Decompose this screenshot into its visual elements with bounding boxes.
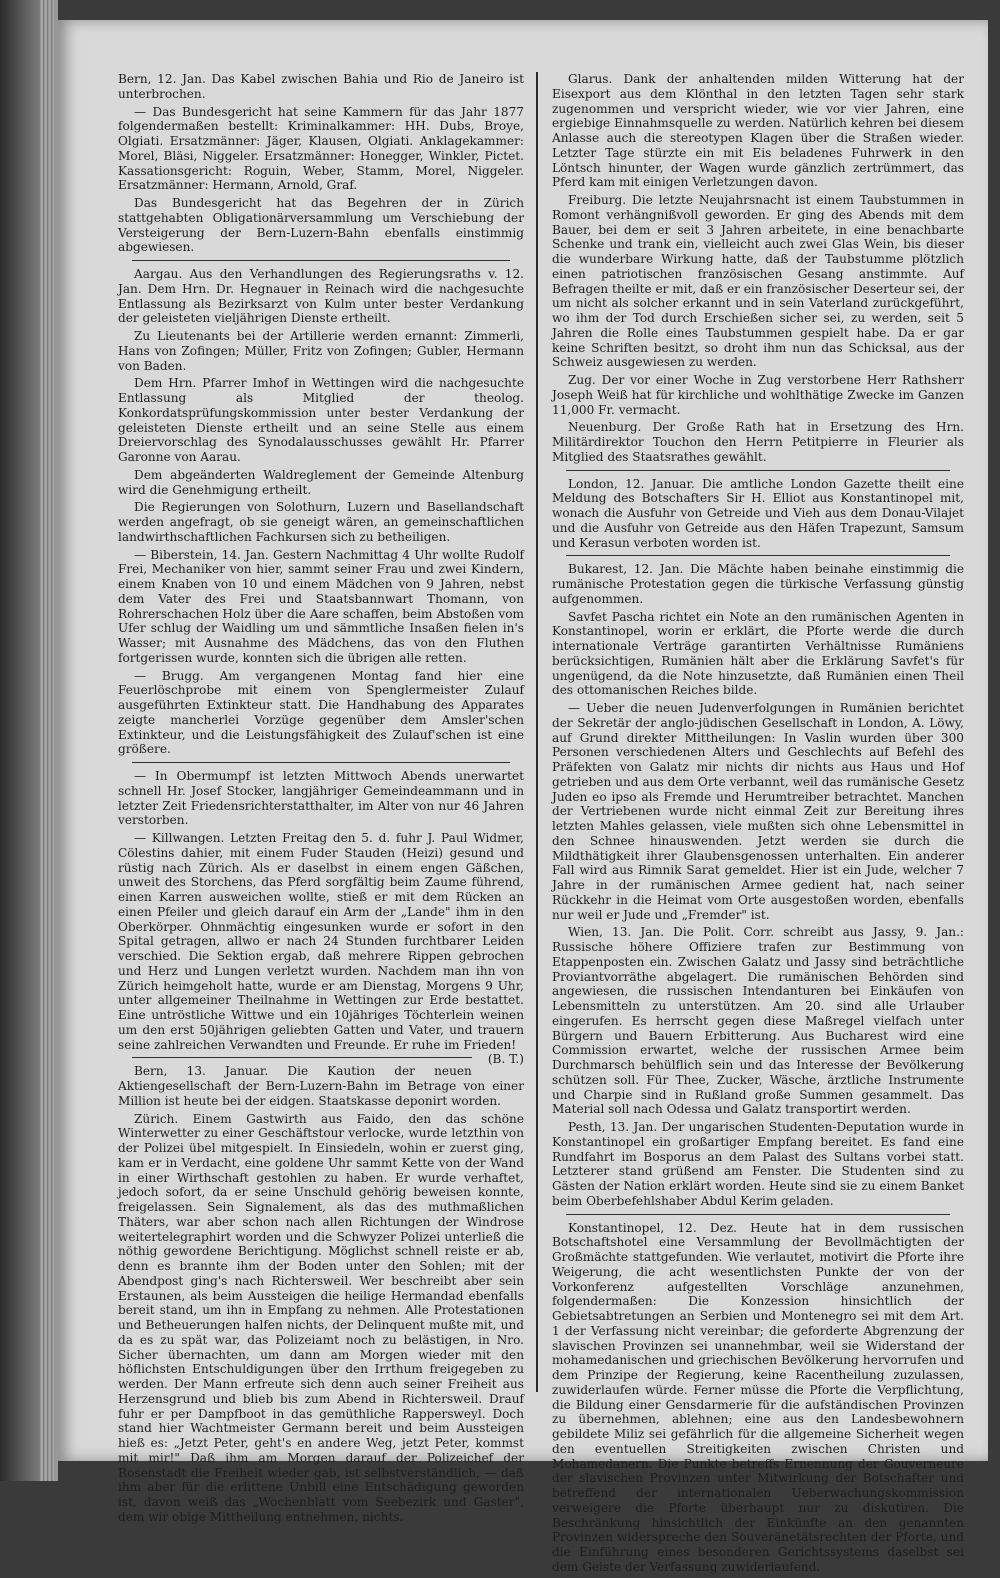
- article-bukarest: Bukarest, 12. Jan. Die Mächte haben beinahe einstimmig die rumänische Protestation gegen die türkische Verfassung günstig aufgenommen.: [552, 562, 964, 606]
- article-savfet: Savfet Pascha richtet ein Note an den rumänischen Agenten in Konstantinopel, worin er erklärt, die Pforte werde die durch internationale Verträge garantirten Verhältnisse Rumäniens berücksichtigen, Rumänien hält aber die Erklärung Savfet's für ungenügend, da die Note hinzusetzte, daß Rumänien einen Theil des ottomanischen Reiches bilde.: [552, 609, 964, 698]
- section-divider: [566, 555, 950, 556]
- article-bundesgericht: — Das Bundesgericht hat seine Kammern für das Jahr 1877 folgendermaßen bestellt: Kriminalkammer: HH. Dubs, Broye, Olgiati. Ersatzmänner: Jäger, Klausen, Olgiati. Anklagekammer: Morel, Bläsi, Niggeler. Ersatzmänner: Honegger, Winkler, Pictet. Kassationsgericht: Roguin, Weber, Stamm, Morel, Niggeler. Ersatzmänner: Hermann, Arnold, Graf.: [118, 104, 524, 193]
- article-freiburg: Freiburg. Die letzte Neujahrsnacht ist einem Taubstummen in Romont verhängnißvoll geworden. Er ging des Abends mit dem Bauer, bei dem er seit 3 Jahren arbeitete, in eine benachbarte Schenke und trank ein, vielleicht auch zwei Glas Wein, bis dieser die wunderbare Wirkung hatte, daß der Taubstumme plötzlich einen patriotischen französischen Gesang anstimmte. Auf Befragen theilte er mit, daß er ein französischer Deserteur sei, der um nicht als solcher erkannt und in sein Vaterland zurückgeführt, wo ihm der Tod durch Erschießen sicher sei, zu werden, seit 5 Jahren die Rolle eines Taubstummen gespielt habe. Da er gar keine Schriften besitzt, so droht ihm nun das Schicksal, aus der Schweiz ausgewiesen zu werden.: [552, 193, 964, 370]
- article-obermumpf: — In Obermumpf ist letzten Mittwoch Abends unerwartet schnell Hr. Josef Stocker, langjähriger Gemeindeammann und in letzter Zeit Friedensrichterstatthalter, im Alter von nur 46 Jahren verstorben.: [118, 769, 524, 828]
- article-zuerich: Zürich. Einem Gastwirth aus Faido, den das schöne Winterwetter zu einer Geschäftstour verlocke, wurde letzthin von der Polizei übel mitgespielt. In Einsiedeln, wohin er zuerst ging, kam er in Verdacht, eine goldene Uhr sammt Kette von der Wand in einer Wirthschaft gestohlen zu haben. Er wurde verhaftet, jedoch sofort, da er seine Unschuld gehörig beweisen konnte, freigelassen. Sein Signalement, als das des muthmaßlichen Thäters, war aber schon nach allen Richtungen der Windrose weitertelegraphirt worden und die Schwyzer Polizei unterließ die nöthig gewordene Berichtigung. Möglichst schnell reiste er ab, denn es brannte ihm der Boden unter den Sohlen; mit der Abendpost ging's nach Richtersweil. Wer beschreibt aber sein Erstaunen, als beim Aussteigen die heilige Hermandad ebenfalls bereit stand, um ihn in Empfang zu nehmen. Alle Protestationen und Betheuerungen halfen nichts, der Delinquent mußte mit, und da es zu spät war, das Polizeiamt noch zu belästigen, in Nro. Sicher übernachten, um dann am Morgen wieder mit den höflichsten Entschuldigungen über den Irrthum freigegeben zu werden. Der Mann erfreute sich denn auch seiner Freiheit aus Herzensgrund und blieb bis zum Abend in Richtersweil. Drauf fuhr er per Dampfboot in das gemüthliche Rappersweyl. Doch stand hier Wachtmeister Germann bereit und beim Aussteigen hieß es: „Jetzt Peter, geht's en andere Weg, jetzt Peter, kommst mit mir!" Daß ihm am Morgen darauf der Polizeichef der Rosenstadt die Freiheit wieder gab, ist selbstverständlich, — daß ihm aber für die erlittene Unbill eine Entschädigung geworden ist, davon weiß das „Wochenblatt vom Seebezirk und Gaster", dem wir obige Mittheilung entnehmen, nichts.: [118, 1111, 524, 1524]
- article-glarus: Glarus. Dank der anhaltenden milden Witterung hat der Eisexport aus dem Klönthal in den letzten Tagen sehr stark zugenommen und verspricht wieder, wie vor vier Jahren, eine ergiebige Einnahmsquelle zu werden. Natürlich kehren bei diesem Anlasse auch die stereotypen Klagen über die Straßen wieder. Letzter Tage stürzte ein mit Eis beladenes Fuhrwerk in den Löntsch hinunter, der Wagen wurde gänzlich zertrümmert, das Pferd kam mit einigen Verletzungen davon.: [552, 72, 964, 190]
- article-neuenburg: Neuenburg. Der Große Rath hat in Ersetzung des Hrn. Militärdirektor Touchon den Herrn Petitpierre in Fleurier als Mitglied des Staatsrathes gewählt.: [552, 420, 964, 464]
- page-stack-edge: [40, 0, 54, 1481]
- article-pesth: Pesth, 13. Jan. Der ungarischen Studenten-Deputation wurde in Konstantinopel ein großartiger Empfang bereitet. Es fand eine Rundfahrt im Bosporus an dem Palast des Sultans vorbei statt. Letzterer stand grüßend am Fenster. Die Studenten sind zu Gästen der Nation erklärt worden. Heute sind sie zu einem Banket beim Oberbefehlshaber Abdul Kerim geladen.: [552, 1120, 964, 1208]
- article-killwangen: [118, 831, 524, 1067]
- article-zug: Zug. Der vor einer Woche in Zug verstorbene Herr Rathsherr Joseph Weiß hat für kirchliche und wohlthätige Zwecke im Ganzen 11,000 Fr. vermacht.: [552, 373, 964, 417]
- section-divider: [132, 762, 510, 763]
- section-divider: [132, 1057, 472, 1058]
- article-london: London, 12. Januar. Die amtliche London Gazette theilt eine Meldung des Botschafters Sir H. Elliot aus Konstantinopel mit, wonach die Ausfuhr von Getreide und Vieh aus dem Donau-Vilajet und die Ausfuhr von Getreide aus den Häfen Trapezunt, Samsum und Kerasun verboten worden ist.: [552, 476, 964, 550]
- article-bundesgericht-2: Das Bundesgericht hat das Begehren der in Zürich stattgehabten Obligationärversammlung um Verschiebung der Versteigerung der Bern-Luzern-Bahn ebenfalls einstimmig abgewiesen.: [118, 196, 524, 255]
- section-divider: [566, 470, 950, 471]
- article-regierungen: Die Regierungen von Solothurn, Luzern und Basellandschaft werden angefragt, ob sie geneigt wären, an gemeinschaftlichen landwirthschaftlichen Fachkursen sich zu betheiligen.: [118, 500, 524, 544]
- section-divider: [566, 1214, 950, 1215]
- article-pfarrer: Dem Hrn. Pfarrer Imhof in Wettingen wird die nachgesuchte Entlassung als Mitglied der theolog. Konkordatsprüfungskommission unter bester Verdankung der geleisteten Dienste ertheilt und an seine Stelle aus einem Dreiervorschlag des Synodalausschusses gewählt Hr. Pfarrer Garonne von Aarau.: [118, 376, 524, 464]
- section-divider: [132, 260, 510, 261]
- article-biberstein: — Biberstein, 14. Jan. Gestern Nachmittag 4 Uhr wollte Rudolf Frei, Mechaniker von hier, sammt seiner Frau und zwei Kindern, einem Knaben von 10 und einem Mädchen von 9 Jahren, nebst dem Vater des Frei und Staatsbannwart Thomann, von Rohrerschachen Holz über die Aare schaffen, beim Abstoßen vom Ufer schlug der Waidling um und sämmtliche Insaßen fielen in's Wasser; mit Ausnahme des Mädchens, das von den Fluthen fortgerissen wurde, konnten sich die übrigen alle retten.: [118, 547, 524, 665]
- killwangen-source: (B. T.): [487, 1052, 524, 1067]
- article-bern-kaution: Bern, 13. Januar. Die Kaution der neuen Aktiengesellschaft der Bern-Luzern-Bahn im Betrage von einer Million ist heute bei der eidgen. Staatskasse deponirt worden.: [118, 1064, 524, 1108]
- article-aargau: Aargau. Aus den Verhandlungen des Regierungsraths v. 12. Jan. Dem Hrn. Dr. Hegnauer in Reinach wird die nachgesuchte Entlassung als Bezirksarzt von Kulm unter bester Verdankung der geleisteten vieljährigen Dienste ertheilt.: [118, 267, 524, 326]
- article-waldreglement: Dem abgeänderten Waldreglement der Gemeinde Altenburg wird die Genehmigung ertheilt.: [118, 467, 524, 497]
- article-wien: Wien, 13. Jan. Die Polit. Corr. schreibt aus Jassy, 9. Jan.: Russische höhere Offiziere trafen zur Bestimmung von Etappenposten ein. Zwischen Galatz und Jassy sind beträchtliche Proviantvorräthe abgelagert. Die rumänischen Behörden sind angewiesen, die russischen Intendanturen bei Einkäufen von Lebensmitteln zu unterstützen. Am 20. sind alle Urlauber eingerufen. Es herrscht gegen diese Maßregel vielfach unter Bürgern und Bauern Erbitterung. Aus Bucharest wird eine Commission erwartet, welche der russischen Armee beim Durchmarsch behülflich sein und das Interesse der Bevölkerung schützen soll. Für Thee, Zucker, Wäsche, ärztliche Instrumente und Charpie sind in Rußland große Summen gesammelt. Das Material soll nach Odessa und Galatz transportirt werden.: [552, 925, 964, 1117]
- article-bern-kabel: Bern, 12. Jan. Das Kabel zwischen Bahia und Rio de Janeiro ist unterbrochen.: [118, 72, 524, 101]
- article-juden: — Ueber die neuen Judenverfolgungen in Rumänien berichtet der Sekretär der anglo-jüdischen Gesellschaft in London, A. Löwy, auf Grund direkter Mittheilungen: In Vaslin wurden über 300 Personen verschiedenen Alters und Geschlechts auf Befehl des Präfekten von Galatz mir nichts dir nichts aus Haus und Hof getrieben und aus dem Orte verbannt, weil das rumänische Gesetz Juden eo ipso als Fremde und Herumtreiber betrachtet. Manchen der Vertriebenen wurde nicht einmal Zeit zur Bereitung ihres letzten Mahles gelassen, viele mußten sich ohne Lebensmittel in den Schnee hinauswenden. Jetzt werden sie durch die Mildthätigkeit ihrer Glaubensgenossen unterhalten. Ein anderer Fall wird aus Rimnik Sarat gemeldet. Hier ist ein Jude, welcher 7 Jahre in der rumänischen Armee gedient hat, nach seiner Rückkehr in die Heimat vom Orte ausgestoßen worden, ebenfalls nur weil er Jude und „Fremder" ist.: [552, 701, 964, 922]
- killwangen-text: — Killwangen. Letzten Freitag den 5. d. fuhr J. Paul Widmer, Cölestins dahier, mit einem Fuder Stauden (Heizi) gesund und rüstig nach Zürich. Als er daselbst in einem engen Gäßchen, unweit des Storchens, das Pferd sorgfältig beim Zaume führend, einen Karren ausweichen wollte, stieß er mit dem Rücken an einen Pfeiler und gleich darauf ein Arm der „Lande" ihm in den Oberkörper. Ohnmächtig eingesunken wurde er sofort in den Spital getragen, allwo er nach 24 Stunden furchtbarer Leiden verschied. Die Sektion ergab, daß mehrere Rippen gebrochen und Herz und Lungen verletzt wurden. Nachdem man ihn von Zürich heimgeholt hatte, wurde er am Dienstag, Morgens 9 Uhr, unter allgemeiner Theilnahme in Wettingen zur Erde bestattet. Eine untröstliche Wittwe und ein 10jähriges Töchterlein weinen um den erst 50jährigen geliebten Gatten und Vater, und trauern seine zahlreichen Verwandten und Freunde. Er ruhe im Frieden!: [118, 831, 524, 1052]
- left-column: [118, 72, 524, 1528]
- article-konstantinopel: Konstantinopel, 12. Dez. Heute hat in dem russischen Botschaftshotel eine Versammlung der Bevollmächtigten der Großmächte stattgefunden. Wie verlautet, motivirt die Pforte ihre Weigerung, die acht wesentlichsten Punkte der von der Vorkonferenz aufgestellten Vorschläge anzunehmen, folgendermaßen: Die Konzession hinsichtlich der Gebietsabtretungen an Serbien und Montenegro sei mit dem Art. 1 der Verfassung nicht vereinbar; die geforderte Abgrenzung der slavischen Provinzen sei unannehmbar, weil sie Widerstand der mohamedanischen und griechischen Bevölkerung hervorrufen und dem Prinzipe der Regierung, keine Racentheilung zuzulassen, zuwiderlaufen würde. Ferner müsse die Pforte die Verpflichtung, die Bildung einer Gensdarmerie für die aufständischen Provinzen zu übernehmen, ablehnen; eine aus den Landesbewohnern gebildete Miliz sei gefährlich für die allgemeine Sicherheit wegen den eventuellen Streitigkeiten zwischen Christen und Mohamedanern. Die Punkte betreffs Ernennung der Gouverneure der slavischen Provinzen unter Mitwirkung der Botschafter und betreffend der internationalen Ueberwachungskommission verweigere die Pforte überhaupt nur zu diskutiren. Die Beschränkung hinsichtlich der Einkünfte an den genannten Provinzen widerspreche den Souveränetätsrechten der Pforte, und die Einführung eines besonderen Gerichtssystems daselbst sei dem Geiste der Verfassung zuwiderlaufend.: [552, 1220, 964, 1574]
- article-lieutenants: Zu Lieutenants bei der Artillerie werden ernannt: Zimmerli, Hans von Zofingen; Müller, Fritz von Zofingen; Gubler, Hermann von Baden.: [118, 329, 524, 373]
- right-column: [552, 72, 964, 1578]
- article-brugg: — Brugg. Am vergangenen Montag fand hier eine Feuerlöschprobe mit einem von Spenglermeister Zulauf ausgeführten Extinkteur statt. Die Handhabung des Apparates zeigte mancherlei Vorzüge gegenüber dem Amsler'schen Extinkteur, und die Leistungsfähigkeit des Zulauf'schen ist eine größere.: [118, 668, 524, 757]
- column-rule: [536, 72, 538, 1392]
